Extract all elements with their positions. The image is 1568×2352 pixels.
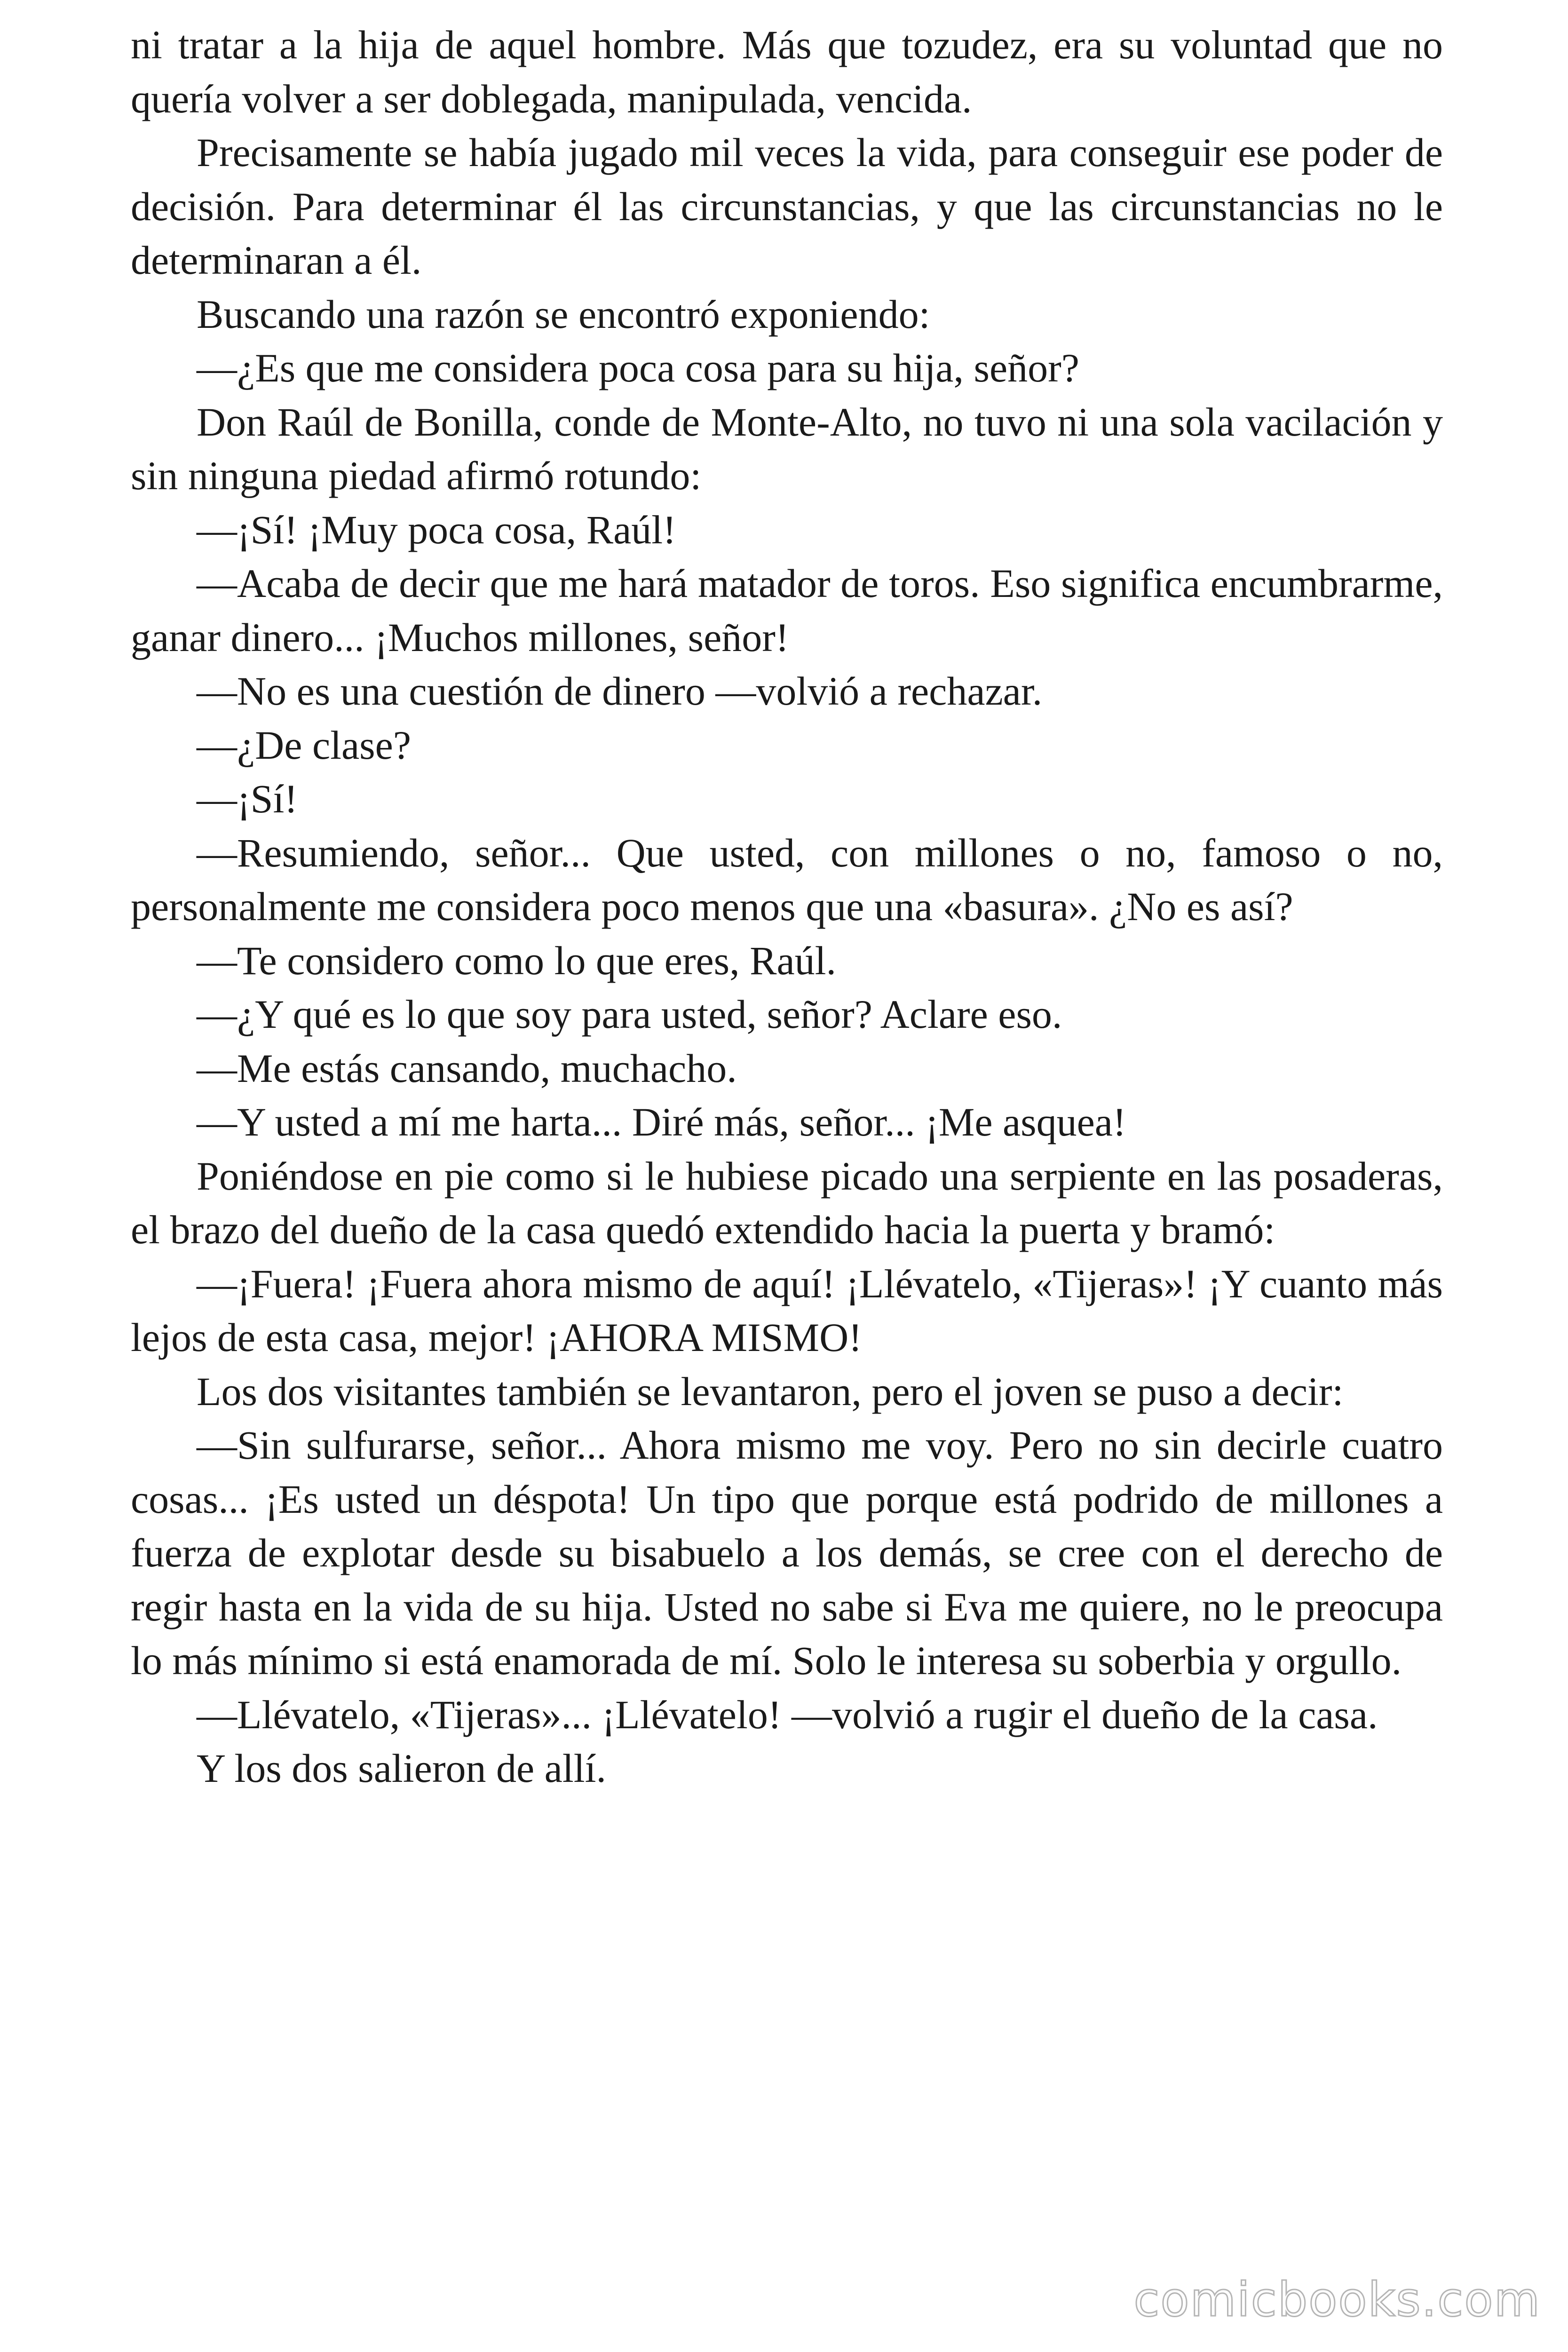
paragraph: Buscando una razón se encontró exponiendo: — [197, 291, 930, 337]
dialogue-line: —¿De clase? — [197, 722, 411, 768]
dialogue-line: —¡Sí! ¡Muy poca cosa, Raúl! — [197, 507, 676, 552]
paragraph: Poniéndose en pie como si le hubiese picado una serpiente en las posaderas, el brazo del dueño de la casa quedó extendido hacia la puerta y bramó: — [131, 1153, 1443, 1252]
paragraph: Don Raúl de Bonilla, conde de Monte-Alto, no tuvo ni una sola vacilación y sin ninguna piedad afirmó rotundo: — [131, 399, 1443, 498]
dialogue-line: —¿Es que me considera poca cosa para su hija, señor? — [197, 345, 1079, 390]
dialogue-line: —Te considero como lo que eres, Raúl. — [197, 938, 837, 983]
dialogue-line: —Y usted a mí me harta... Diré más, señor... ¡Me asquea! — [197, 1099, 1126, 1144]
watermark: comicbooks.com — [1133, 2272, 1541, 2327]
paragraph: Precisamente se había jugado mil veces la vida, para conseguir ese poder de decisión. Para determinar él las circunstancias, y que las circunstancias no le determinaran a él. — [131, 130, 1443, 283]
dialogue-line: —No es una cuestión de dinero —volvió a rechazar. — [197, 668, 1043, 714]
dialogue-line: —¡Fuera! ¡Fuera ahora mismo de aquí! ¡Llévatelo, «Tijeras»! ¡Y cuanto más lejos de esta casa, mejor! ¡AHORA MISMO! — [131, 1261, 1443, 1360]
dialogue-line: —¿Y qué es lo que soy para usted, señor? Aclare eso. — [197, 992, 1062, 1037]
dialogue-line: —Resumiendo, señor... Que usted, con millones o no, famoso o no, personalmente me considera poco menos que una «basura». ¿No es así? — [131, 830, 1443, 929]
body-text — [131, 18, 1443, 1796]
paragraph-continuation: ni tratar a la hija de aquel hombre. Más que tozudez, era su voluntad que no quería volver a ser doblegada, manipulada, vencida. — [131, 22, 1443, 121]
paragraph: Y los dos salieron de allí. — [197, 1746, 607, 1791]
dialogue-line: —Sin sulfurarse, señor... Ahora mismo me voy. Pero no sin decirle cuatro cosas... ¡Es usted un déspota! Un tipo que porque está podrido de millones a fuerza de explotar desde su bisabuelo a los demás, se cree con el derecho de regir hasta en la vida de su hija. Usted no sabe si Eva me quiere, no le preocupa lo más mínimo si está enamorada de mí. Solo le interesa su soberbia y orgullo. — [131, 1422, 1443, 1683]
dialogue-line: —¡Sí! — [197, 776, 298, 821]
dialogue-line: —Llévatelo, «Tijeras»... ¡Llévatelo! —volvió a rugir el dueño de la casa. — [197, 1692, 1378, 1737]
dialogue-line: —Me estás cansando, muchacho. — [197, 1045, 737, 1091]
dialogue-line: —Acaba de decir que me hará matador de toros. Eso significa encumbrarme, ganar dinero... ¡Muchos millones, señor! — [131, 561, 1443, 660]
paragraph: Los dos visitantes también se levantaron, pero el joven se puso a decir: — [197, 1368, 1344, 1414]
